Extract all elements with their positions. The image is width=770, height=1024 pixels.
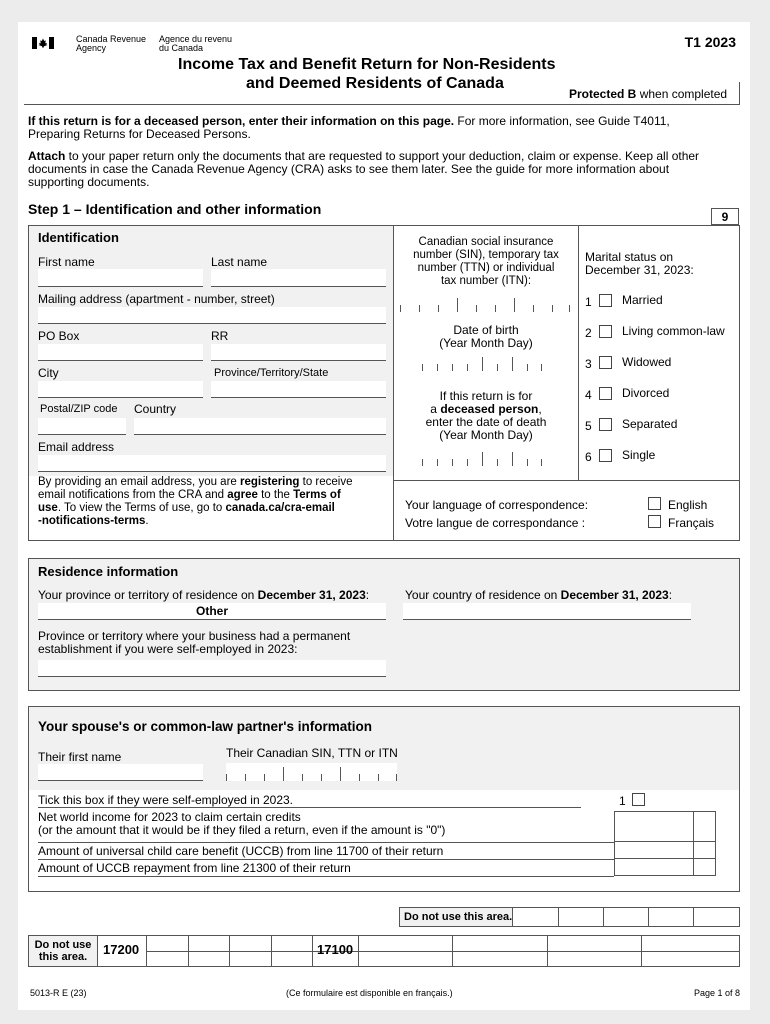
marital-option-checkbox[interactable] (599, 387, 612, 400)
spouse-sin-label: Their Canadian SIN, TTN or ITN (226, 746, 398, 760)
residence-province-label: Your province or territory of residence on December 31, 2023: (38, 588, 370, 602)
death-date-field[interactable] (422, 452, 542, 466)
city-label: City (38, 366, 59, 380)
agency-fr-line2: du Canada (159, 43, 204, 53)
form-title-line1: Income Tax and Benefit Return for Non-Residents (178, 56, 556, 73)
agency-en-line2: Agency (76, 43, 107, 53)
sin-field[interactable] (400, 298, 570, 312)
marital-option-label: Married (622, 293, 663, 307)
marital-option-label: Divorced (622, 386, 670, 400)
agency-en-line1: Canada Revenue (76, 34, 147, 44)
form-page (18, 22, 750, 1010)
footer-page-number: Page 1 of 8 (693, 988, 740, 998)
rr-label: RR (211, 329, 229, 343)
last-name-field[interactable] (211, 269, 386, 287)
form-title-line2: and Deemed Residents of Canada (246, 75, 504, 92)
city-field[interactable] (38, 381, 203, 398)
english-checkbox[interactable] (648, 497, 661, 510)
spouse-net-income-label: Net world income for 2023 to claim certain credits (or the amount that it would be if they filed a return, even if the amount is "0") (38, 810, 446, 837)
postal-code-label: Postal/ZIP code (40, 403, 118, 415)
email-terms-note: By providing an email address, you are registering to receive email notifications from the CRA and agree to the Terms of use. To view the Terms of use, go to canada.ca/cra-email -notifications-terms. (38, 476, 353, 527)
first-name-label: First name (38, 255, 95, 269)
form-id: T1 2023 (684, 34, 736, 50)
francais-checkbox[interactable] (648, 515, 661, 528)
last-name-label: Last name (211, 255, 268, 269)
spouse-uccb-label: Amount of universal child care benefit (UCCB) from line 11700 of their return (38, 844, 444, 858)
marital-option-num: 2 (585, 326, 592, 340)
marital-option-checkbox[interactable] (599, 294, 612, 307)
mailing-address-field[interactable] (38, 307, 386, 324)
page-marker: 9 (721, 210, 729, 224)
residence-country-label: Your country of residence on December 31, 2023: (405, 588, 673, 602)
spouse-uccb-repay-label: Amount of UCCB repayment from line 21300 of their return (38, 861, 351, 875)
identification-heading: Identification (38, 230, 119, 245)
province-field[interactable] (211, 381, 386, 398)
marital-option-num: 4 (585, 388, 592, 402)
business-province-label: Province or territory where your business had a permanent establishment if you were self-employed in 2023: (38, 629, 351, 656)
protected-b-suffix: when completed (636, 87, 728, 101)
marital-option-label: Single (622, 448, 656, 462)
residence-heading: Residence information (38, 564, 179, 579)
step1-title: Step 1 – Identification and other information (28, 201, 322, 217)
email-field[interactable] (38, 455, 386, 472)
spouse-uccb-repay-field[interactable] (614, 859, 716, 876)
residence-country-field[interactable] (403, 603, 691, 620)
province-label: Province/Territory/State (214, 367, 329, 379)
marital-option-num: 6 (585, 450, 592, 464)
residence-province-field[interactable] (38, 603, 386, 620)
marital-option-checkbox[interactable] (599, 325, 612, 338)
country-field[interactable] (134, 418, 386, 435)
language-fr-label: Votre langue de correspondance : (405, 516, 586, 530)
spouse-uccb-field[interactable] (614, 842, 716, 859)
marital-option-checkbox[interactable] (599, 449, 612, 462)
page-marker-box (711, 208, 739, 225)
protected-b-label (569, 87, 727, 101)
sin-label: Canadian social insurance number (SIN), temporary tax number (TTN) or individual tax number (ITN): (413, 236, 559, 287)
canada-flag-icon (32, 36, 54, 48)
marital-option-label: Widowed (622, 355, 672, 369)
country-label: Country (134, 402, 177, 416)
spouse-first-name-label: Their first name (38, 750, 122, 764)
spouse-self-employed-checkbox[interactable] (632, 793, 645, 806)
marital-option-label: Living common-law (622, 324, 725, 338)
rr-field[interactable] (211, 344, 386, 361)
english-label: English (668, 498, 708, 512)
email-label: Email address (38, 440, 115, 454)
agency-fr-line1: Agence du revenu (159, 34, 233, 44)
business-province-field[interactable] (38, 660, 386, 677)
deceased-note: If this return is for a deceased person, enter their information on this page. For more information, see Guide T4011, Preparing Returns for Deceased Persons. (28, 114, 670, 141)
residence-province-value: Other (195, 604, 228, 618)
death-date-label: If this return is for a deceased person, enter the date of death (Year Month Day) (425, 389, 547, 442)
mailing-address-label: Mailing address (apartment - number, street) (38, 292, 275, 306)
marital-option-num: 5 (585, 419, 592, 433)
spouse-heading: Your spouse's or common-law partner's information (38, 719, 372, 734)
footer-french-note: (Ce formulaire est disponible en français.) (286, 988, 453, 998)
spouse-first-name-field[interactable] (38, 764, 203, 781)
marital-option-num: 3 (585, 357, 592, 371)
footer-form-number: 5013-R E (23) (30, 988, 87, 998)
dob-label: Date of birth (Year Month Day) (439, 323, 533, 350)
language-en-label: Your language of correspondence: (405, 498, 589, 512)
postal-code-field[interactable] (38, 418, 126, 435)
first-name-field[interactable] (38, 269, 203, 287)
spouse-net-income-field[interactable] (614, 811, 716, 842)
office-code-17100: 17100 (317, 942, 354, 957)
po-box-label: PO Box (38, 329, 80, 343)
marital-option-label: Separated (622, 417, 678, 431)
attach-note: Attach to your paper return only the documents that are requested to support your deduction, claim or expense. Keep all other documents in case the Canada Revenue Agency (CRA) asks to see them later. See the guide for more information about supporting documents. (28, 149, 700, 189)
spouse-self-employed-num: 1 (619, 794, 626, 808)
marital-option-checkbox[interactable] (599, 418, 612, 431)
office-use-top-label: Do not use this area. (404, 911, 513, 923)
marital-option-checkbox[interactable] (599, 356, 612, 369)
spouse-self-employed-label: Tick this box if they were self-employed in 2023. (38, 793, 294, 807)
protected-b-bold: Protected B (569, 87, 637, 101)
marital-status-title: Marital status on December 31, 2023: (585, 250, 694, 277)
po-box-field[interactable] (38, 344, 203, 361)
spouse-sin-field[interactable] (226, 767, 397, 781)
marital-option-num: 1 (585, 295, 592, 309)
francais-label: Français (668, 516, 715, 530)
office-use-bottom-label: Do not use this area. (34, 939, 92, 963)
office-code-17200: 17200 (103, 942, 140, 957)
dob-field[interactable] (422, 357, 542, 371)
